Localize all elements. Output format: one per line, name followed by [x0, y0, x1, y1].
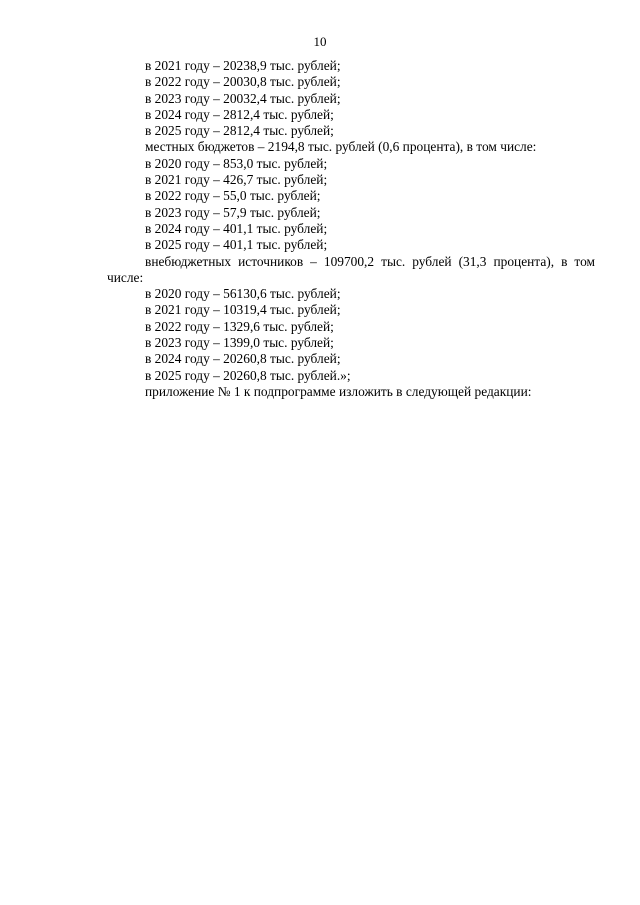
text-line: в 2024 году – 401,1 тыс. рублей; [145, 220, 328, 236]
text-line: в 2020 году – 853,0 тыс. рублей; [145, 155, 328, 171]
text-line: в 2023 году – 20032,4 тыс. рублей; [145, 90, 341, 106]
text-line: в 2020 году – 56130,6 тыс. рублей; [145, 286, 341, 302]
appendix-instruction-line: приложение № 1 к подпрограмме изложить в следующей редакции: [145, 383, 532, 399]
text-line: в 2024 году – 2812,4 тыс. рублей; [145, 106, 334, 122]
text-line: в 2021 году – 426,7 тыс. рублей; [145, 172, 328, 188]
text-line: в 2023 году – 1399,0 тыс. рублей; [145, 335, 334, 351]
document-body [107, 58, 595, 400]
page-number: 10 [313, 34, 327, 49]
extra-budgetary-line: внебюджетных источников – 109700,2 тыс. рублей (31,3 процента), в том [145, 253, 595, 269]
text-line: в 2022 году – 55,0 тыс. рублей; [145, 188, 321, 204]
text-line: в 2022 году – 20030,8 тыс. рублей; [145, 74, 341, 90]
text-line: в 2022 году – 1329,6 тыс. рублей; [145, 318, 334, 334]
text-line: в 2025 году – 20260,8 тыс. рублей.»; [145, 367, 351, 383]
text-line: в 2021 году – 10319,4 тыс. рублей; [145, 302, 341, 318]
text-line: в 2023 году – 57,9 тыс. рублей; [145, 204, 321, 220]
local-budgets-line: местных бюджетов – 2194,8 тыс. рублей (0,6 процента), в том числе: [145, 139, 537, 155]
text-line: в 2021 году – 20238,9 тыс. рублей; [145, 58, 341, 73]
continuation-line: числе: [107, 269, 144, 285]
text-line: в 2024 году – 20260,8 тыс. рублей; [145, 351, 341, 367]
text-line: в 2025 году – 2812,4 тыс. рублей; [145, 123, 334, 139]
text-line: в 2025 году – 401,1 тыс. рублей; [145, 237, 328, 253]
